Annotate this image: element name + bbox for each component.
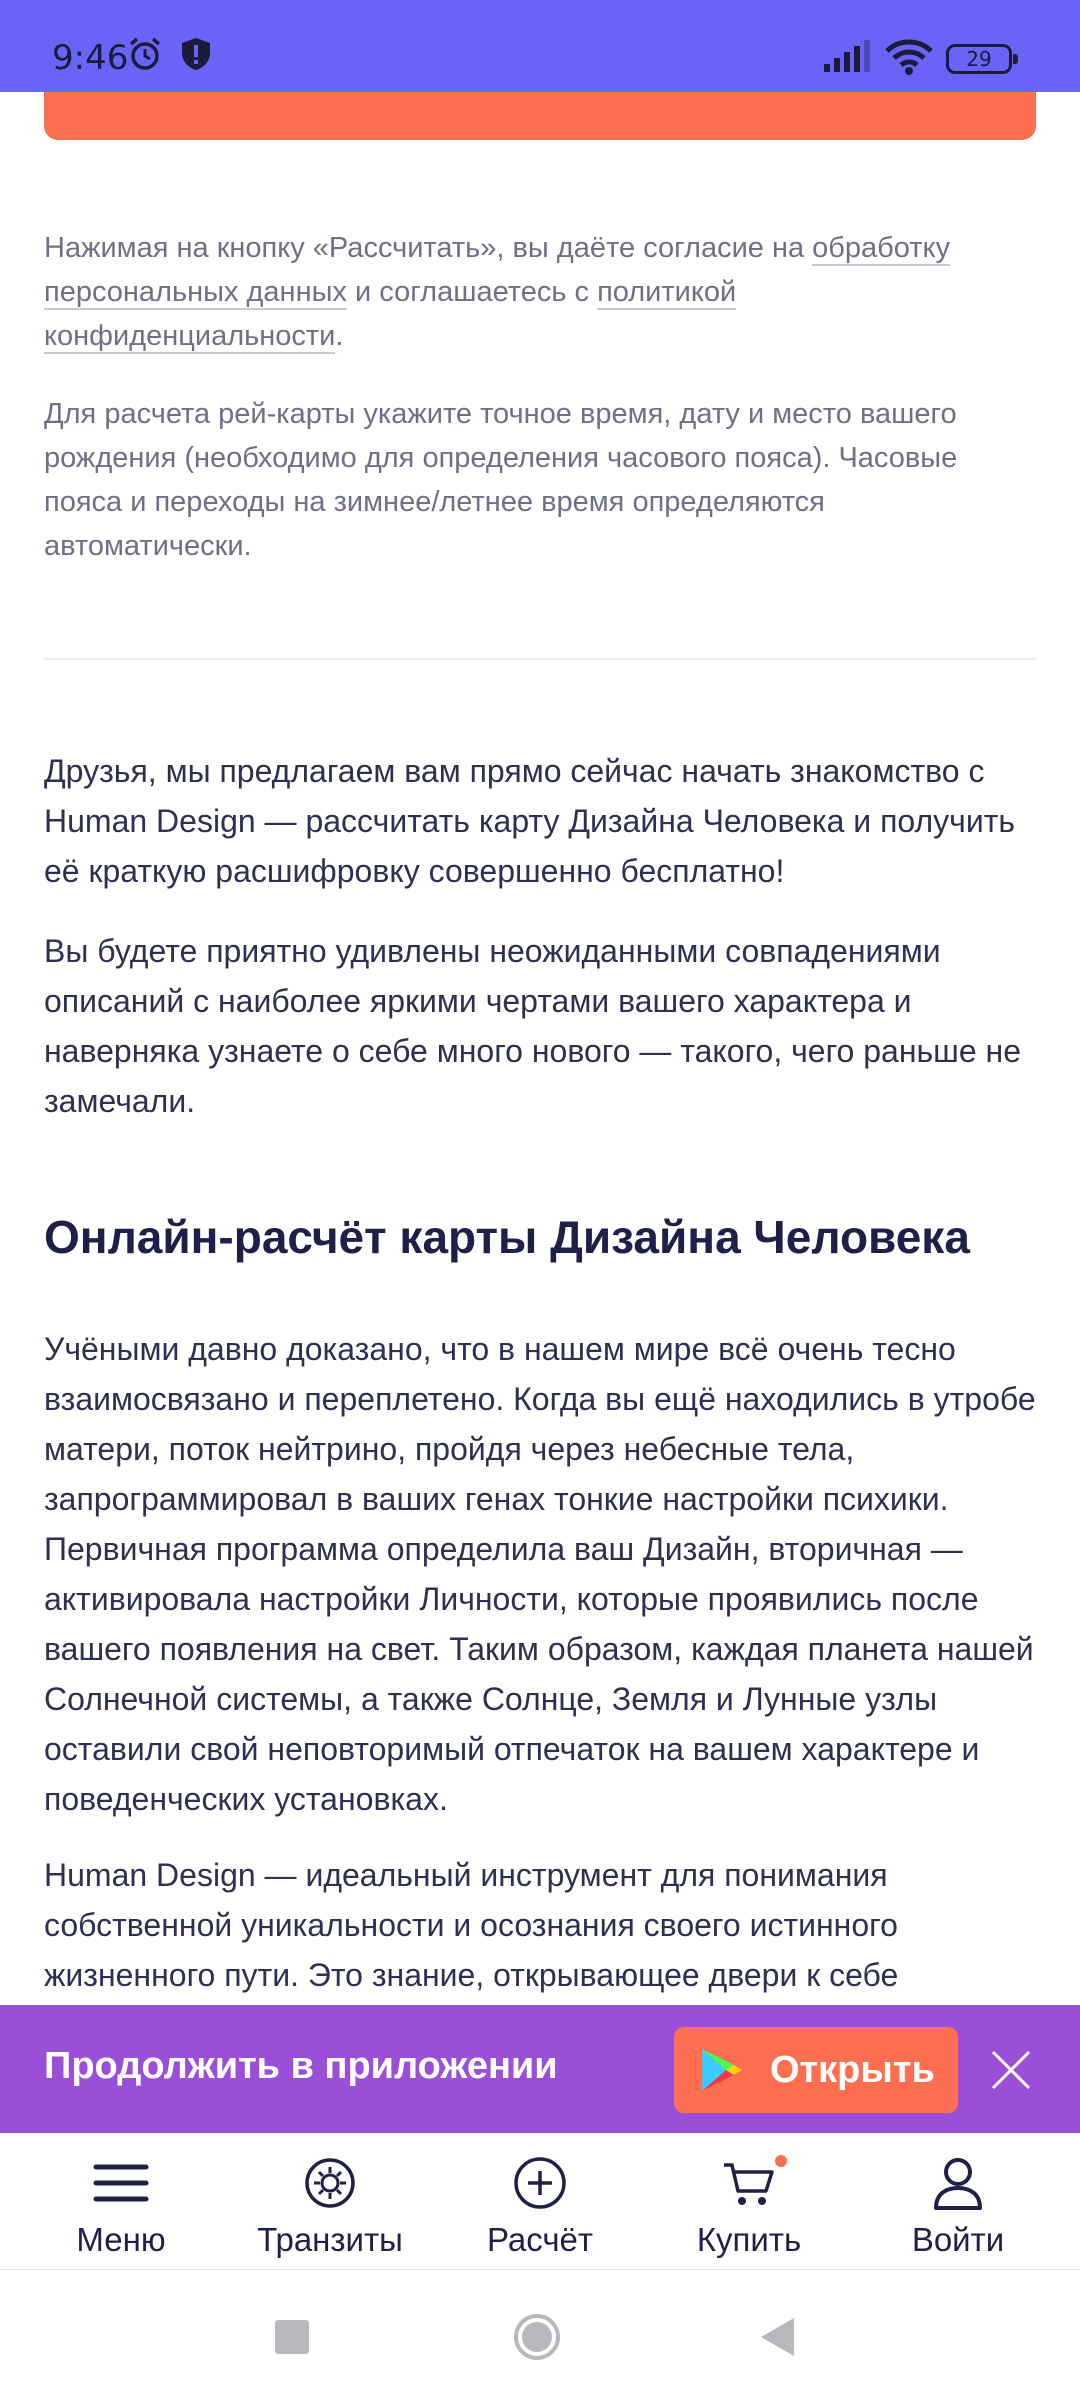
- status-time: 9:46: [52, 38, 129, 78]
- close-icon[interactable]: [990, 2049, 1032, 2091]
- signal-icon: [822, 40, 874, 74]
- intro-paragraph: Друзья, мы предлагаем вам прямо сейчас начать знакомство с Human Design — рассчитать карту Дизайна Человека и получить её краткую расшифровку совершенно бесплатно!: [44, 753, 1016, 889]
- consent-note: [44, 226, 1036, 358]
- home-icon[interactable]: [512, 2312, 562, 2362]
- system-navigation-bar: [0, 2270, 1080, 2400]
- alarm-icon: [127, 36, 163, 72]
- status-bar: [0, 0, 1080, 92]
- nav-label: Купить: [696, 2221, 802, 2258]
- banner-text: Продолжить в приложении: [44, 2045, 558, 2087]
- section-heading: Онлайн-расчёт карты Дизайна Человека: [44, 1211, 970, 1263]
- wifi-icon: [884, 38, 934, 76]
- menu-icon: [93, 2155, 149, 2211]
- cart-badge: [775, 2155, 787, 2167]
- bottom-nav: [0, 2133, 1080, 2271]
- transits-icon: [302, 2155, 358, 2211]
- nav-calculation[interactable]: [440, 2133, 640, 2259]
- nav-label: Расчёт: [486, 2221, 594, 2258]
- open-app-label: Открыть: [770, 2049, 935, 2091]
- recent-apps-icon[interactable]: [275, 2320, 309, 2354]
- privacy-policy-link[interactable]: политикой конфиденциальности: [44, 276, 737, 352]
- app-banner: [0, 2005, 1080, 2133]
- nav-menu[interactable]: [21, 2133, 221, 2259]
- back-icon[interactable]: [758, 2316, 796, 2358]
- cart-icon: [721, 2155, 777, 2211]
- nav-buy[interactable]: [649, 2133, 849, 2259]
- intro-paragraph: Вы будете приятно удивлены неожиданными совпадениями описаний с наиболее яркими чертами вашего характера и наверняка узнаете о себе много нового — такого, чего раньше не замечали.: [44, 933, 1021, 1119]
- consent-suffix: .: [335, 320, 344, 352]
- personal-data-link[interactable]: обработку персональных данных: [44, 232, 951, 308]
- nav-login[interactable]: [858, 2133, 1058, 2259]
- nav-label: Транзиты: [257, 2221, 403, 2258]
- plus-circle-icon: [512, 2155, 568, 2211]
- consent-prefix: Нажимая на кнопку «Рассчитать», вы даёте согласие на: [44, 232, 813, 264]
- nav-transits[interactable]: [230, 2133, 430, 2259]
- rave-chart-note: Для расчета рей-карты укажите точное время, дату и место вашего рождения (необходимо для определения часового пояса). Часовые пояса и переходы на зимнее/летнее время определяются автоматически.: [44, 398, 958, 562]
- section-paragraph: Учёными давно доказано, что в нашем мире всё очень тесно взаимосвязано и переплетено. Когда вы ещё находились в утробе матери, поток нейтрино, пройдя через небесные тела, запрограммировал в ваших генах тонкие настройки психики. Первичная программа определила ваш Дизайн, вторичная — активировала настройки Личности, которые проявились после вашего появления на свет. Таким образом, каждая планета нашей Солнечной системы, а также Солнце, Земля и Лунные узлы оставили свой неповторимый отпечаток на вашем характере и поведенческих установках.: [44, 1331, 1036, 1817]
- google-play-icon: [700, 2047, 744, 2093]
- open-app-button[interactable]: [674, 2027, 958, 2113]
- user-icon: [930, 2155, 986, 2211]
- divider: [44, 658, 1036, 660]
- nav-label: Войти: [911, 2221, 1005, 2258]
- consent-middle: и соглашаетесь с: [346, 276, 598, 308]
- nav-label: Меню: [76, 2221, 166, 2258]
- shield-icon: [180, 36, 212, 72]
- section-paragraph: Human Design — идеальный инструмент для понимания собственной уникальности и осознания своего истинного жизненного пути. Это знание, открывающее двери к себе: [44, 1857, 899, 1993]
- battery-icon: 29: [946, 44, 1012, 74]
